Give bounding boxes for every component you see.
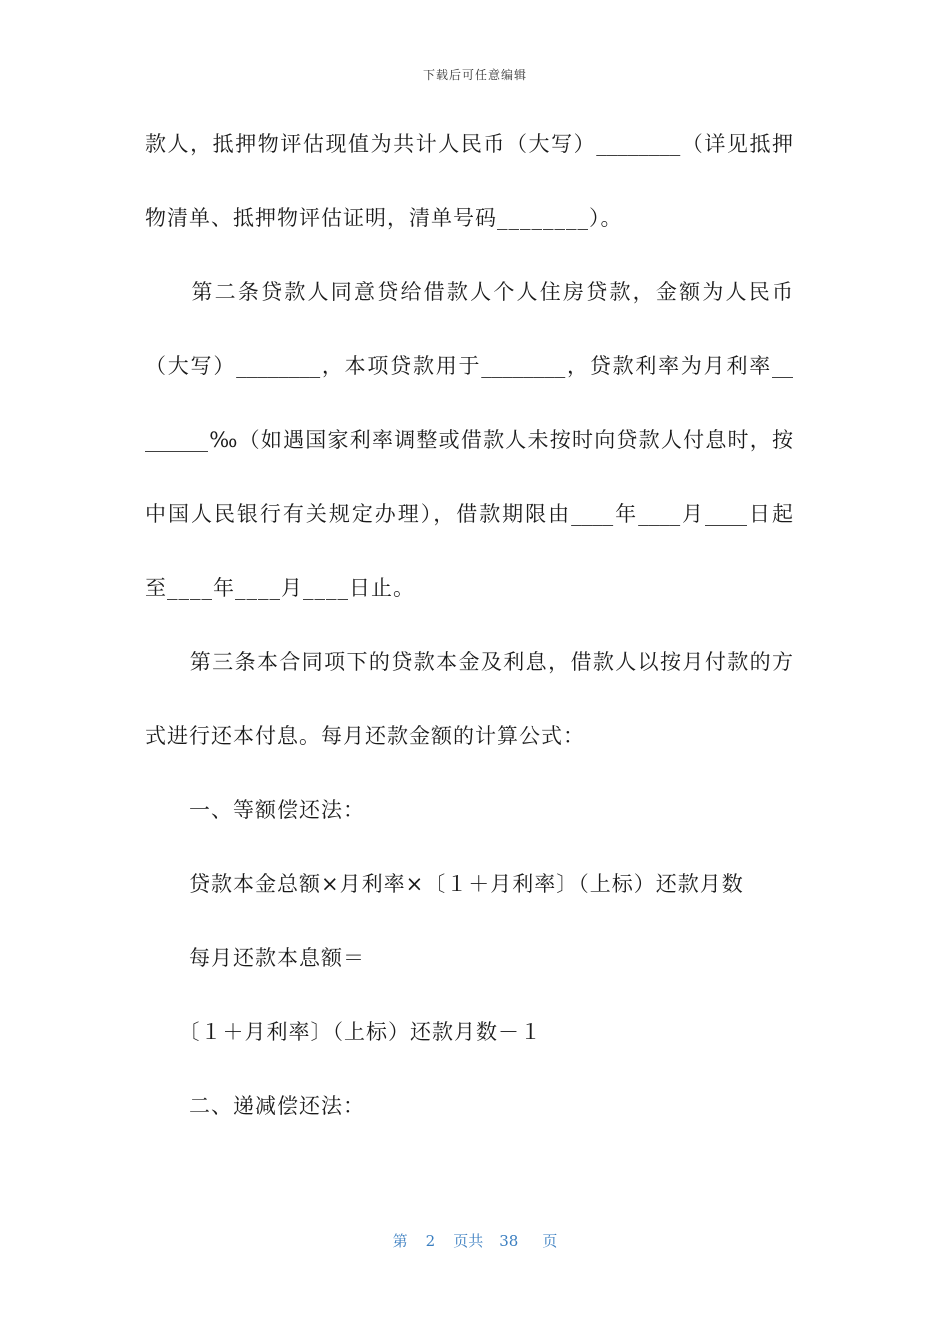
formula-line: 每月还款本息额＝ bbox=[145, 946, 365, 970]
paragraph-line: （大写）________，本项贷款用于________，贷款利率为月利率__ bbox=[145, 354, 793, 378]
paragraph-line: 物清单、抵押物评估证明，清单号码________）。 bbox=[145, 206, 623, 230]
paragraph-line: 中国人民银行有关规定办理），借款期限由____年____月____日起 bbox=[145, 502, 793, 526]
page-footer bbox=[0, 1230, 950, 1251]
paragraph-line: 一、等额偿还法： bbox=[145, 798, 365, 822]
footer-middle: 页共 bbox=[453, 1232, 484, 1250]
paragraph-line: 款人，抵押物评估现值为共计人民币（大写）________（详见抵押 bbox=[145, 132, 793, 156]
paragraph-line: 式进行还本付息。每月还款金额的计算公式： bbox=[145, 724, 585, 748]
paragraph-line: 第二条贷款人同意贷给借款人个人住房贷款，金额为人民币 bbox=[145, 280, 793, 304]
footer-suffix: 页 bbox=[542, 1232, 558, 1250]
formula-line: 〔１＋月利率〕（上标）还款月数－１ bbox=[145, 1020, 542, 1044]
document-body bbox=[145, 126, 793, 1162]
paragraph-line: 第三条本合同项下的贷款本金及利息，借款人以按月付款的方 bbox=[145, 650, 793, 674]
paragraph-line: 二、递减偿还法： bbox=[145, 1094, 365, 1118]
paragraph-line: ______‰（如遇国家利率调整或借款人未按时向贷款人付息时，按 bbox=[145, 428, 793, 452]
formula-line: 贷款本金总额×月利率×〔１＋月利率〕（上标）还款月数 bbox=[145, 872, 744, 896]
page-number: 2 bbox=[425, 1232, 436, 1250]
total-pages: 38 bbox=[499, 1232, 519, 1250]
download-editable-note: 下载后可任意编辑 bbox=[422, 68, 527, 82]
paragraph-line: 至____年____月____日止。 bbox=[145, 576, 415, 600]
footer-prefix: 第 bbox=[392, 1232, 408, 1250]
